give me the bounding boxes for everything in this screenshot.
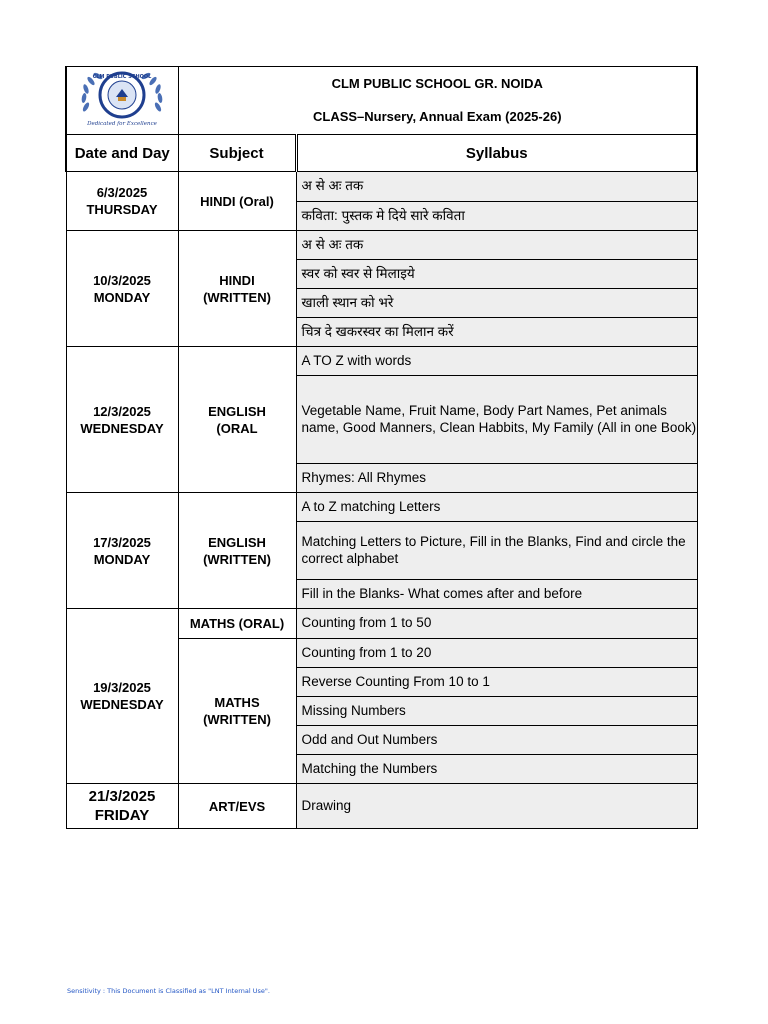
exam-date-cell (66, 609, 178, 784)
exam-date-cell (66, 347, 178, 493)
subject-line: (WRITTEN) (203, 551, 271, 567)
logo-cell (66, 67, 178, 135)
syllabus-item: Matching Letters to Picture, Fill in the Blanks, Find and circle the correct alphabet (296, 522, 697, 580)
column-header-row (66, 135, 697, 172)
syllabus-item: Counting from 1 to 20 (296, 639, 697, 668)
syllabus-item: Counting from 1 to 50 (296, 609, 697, 639)
subject-line: (WRITTEN) (203, 712, 271, 727)
exam-subject: HINDI (Oral) (178, 172, 296, 231)
class-title: CLASS–Nursery, Annual Exam (2025-26) (312, 109, 562, 124)
syllabus-item: Odd and Out Numbers (296, 726, 697, 755)
exam-schedule-table (65, 66, 698, 829)
col-header-subject: Subject (178, 135, 296, 172)
col-header-syllabus: Syllabus (296, 135, 697, 172)
exam-day: WEDNESDAY (80, 697, 164, 712)
school-name: CLM PUBLIC SCHOOL GR. NOIDA (331, 76, 543, 91)
syllabus-item: Drawing (296, 784, 697, 829)
exam-date-cell (66, 493, 178, 609)
logo-motto: Dedicated for Excellence (87, 121, 158, 127)
exam-date: 10/3/2025 (93, 272, 151, 288)
syllabus-item: Rhymes: All Rhymes (296, 464, 697, 493)
table-row (66, 493, 697, 522)
table-row (66, 172, 697, 202)
subject-line: ENGLISH (208, 534, 266, 550)
subject-line: (ORAL (216, 420, 258, 436)
subject-line: HINDI (219, 272, 255, 288)
subject-line: (WRITTEN) (203, 289, 271, 305)
syllabus-item: Missing Numbers (296, 697, 697, 726)
syllabus-item: Vegetable Name, Fruit Name, Body Part Names, Pet animals name, Good Manners, Clean Habbits, My Family (All in one Book) (296, 376, 697, 464)
exam-day: MONDAY (93, 289, 151, 305)
subject-line: ENGLISH (208, 403, 266, 419)
exam-date-cell (66, 231, 178, 347)
school-header-row (66, 67, 697, 135)
exam-date: 12/3/2025 (93, 403, 151, 419)
exam-date: 6/3/2025 (96, 185, 148, 200)
syllabus-item: कविता: पुस्तक मे दिये सारे कविता (296, 202, 697, 231)
syllabus-item: Reverse Counting From 10 to 1 (296, 668, 697, 697)
school-logo (72, 67, 172, 129)
exam-day: THURSDAY (86, 202, 158, 217)
syllabus-item: अ से अः तक (296, 172, 697, 202)
exam-subject (178, 347, 296, 493)
logo-top-text: CLM PUBLIC SCHOOL (92, 74, 152, 80)
exam-date-cell (66, 784, 178, 829)
syllabus-item: Matching the Numbers (296, 755, 697, 784)
exam-date: 21/3/2025 (88, 788, 156, 805)
syllabus-item: A TO Z with words (296, 347, 697, 376)
exam-subject (178, 493, 296, 609)
syllabus-item: स्वर को स्वर से मिलाइये (296, 260, 697, 289)
exam-date-cell (66, 172, 178, 231)
subject-line: MATHS (214, 695, 260, 710)
exam-day: WEDNESDAY (80, 420, 164, 436)
exam-day: MONDAY (93, 551, 151, 567)
table-row (66, 347, 697, 376)
exam-date: 17/3/2025 (93, 534, 151, 550)
table-row (66, 231, 697, 260)
col-header-date: Date and Day (66, 135, 178, 172)
exam-day: FRIDAY (94, 807, 150, 824)
school-title-cell (178, 67, 697, 135)
syllabus-item: चित्र दे खकरस्वर का मिलान करें (296, 318, 697, 347)
exam-subject: ART/EVS (178, 784, 296, 829)
syllabus-item: Fill in the Blanks- What comes after and before (296, 580, 697, 609)
syllabus-item: अ से अः तक (296, 231, 697, 260)
exam-subject (178, 639, 296, 784)
syllabus-item: खाली स्थान को भरे (296, 289, 697, 318)
table-row (66, 609, 697, 639)
table-row (66, 784, 697, 829)
exam-date: 19/3/2025 (93, 680, 151, 695)
exam-subject (178, 231, 296, 347)
exam-subject-oral: MATHS (ORAL) (178, 609, 296, 639)
syllabus-item: A to Z matching Letters (296, 493, 697, 522)
sensitivity-footer: Sensitivity : This Document is Classified as "LNT Internal Use". (67, 987, 270, 995)
